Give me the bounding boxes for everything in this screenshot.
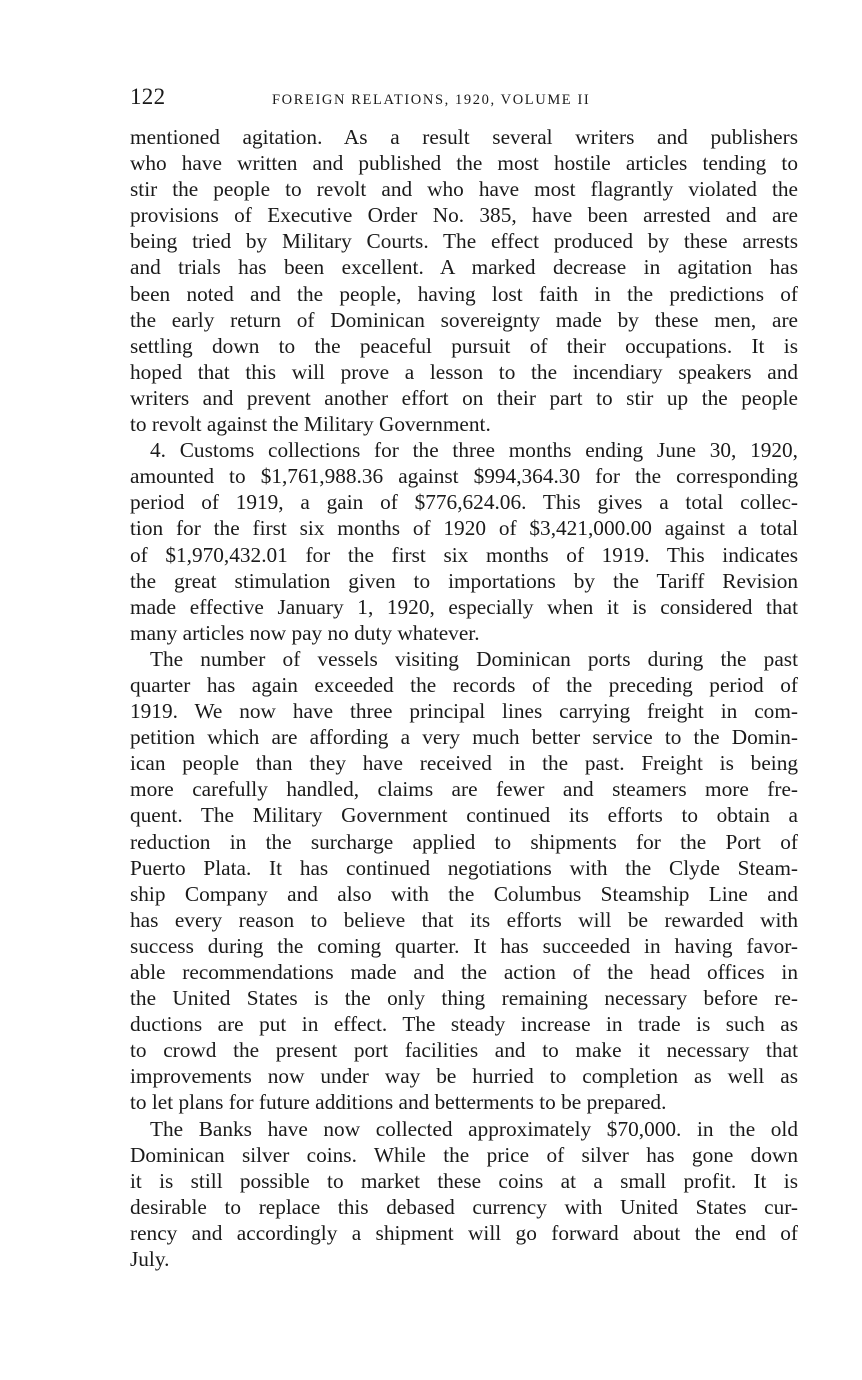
text-line: Dominican silver coins. While the price of silver has gone down: [130, 1142, 798, 1167]
text-line: quent. The Military Government continued its efforts to obtain a: [130, 803, 798, 828]
text-line: more carefully handled, claims are fewer and steamers more fre-: [130, 777, 798, 802]
text-line: the United States is the only thing remaining necessary before re-: [130, 986, 798, 1011]
text-line: able recommendations made and the action of the head offices in: [130, 960, 798, 984]
page-header: [130, 84, 798, 118]
body-text: [130, 124, 798, 1272]
text-line: petition which are affording a very much better service to the Domin-: [130, 725, 798, 750]
text-line: ship Company and also with the Columbus Steamship Line and: [130, 881, 798, 906]
text-line: mentioned agitation. As a result several writers and publishers: [130, 125, 798, 149]
page-number: 122: [130, 84, 166, 109]
text-line: provisions of Executive Order No. 385, have been arrested and are: [130, 203, 798, 228]
paragraph: [130, 646, 798, 1116]
running-head: FOREIGN RELATIONS, 1920, VOLUME II: [272, 92, 591, 108]
text-line: success during the coming quarter. It has succeeded in having favor-: [130, 933, 798, 958]
text-line: who have written and published the most hostile articles tending to: [130, 151, 798, 176]
text-line: The number of vessels visiting Dominican ports during the past: [150, 646, 798, 671]
text-line: to crowd the present port facilities and to make it necessary that: [130, 1038, 798, 1063]
text-line: writers and prevent another effort on their part to stir up the people: [130, 385, 798, 410]
text-line: made effective January 1, 1920, especially when it is considered that: [130, 594, 798, 619]
text-line: been noted and the people, having lost faith in the predictions of: [130, 281, 798, 306]
text-line: amounted to $1,761,988.36 against $994,364.30 for the corresponding: [130, 464, 798, 489]
text-line: Puerto Plata. It has continued negotiations with the Clyde Steam-: [130, 855, 798, 880]
text-line: of $1,970,432.01 for the first six months of 1919. This indicates: [130, 542, 798, 567]
text-line: the early return of Dominican sovereignty made by these men, are: [130, 307, 798, 332]
text-line: reduction in the surcharge applied to shipments for the Port of: [130, 829, 798, 854]
text-line: The Banks have now collected approximately $70,000. in the old: [150, 1116, 798, 1141]
paragraph: [130, 1116, 798, 1273]
text-line: 4. Customs collections for the three months ending June 30, 1920,: [150, 438, 798, 463]
text-line: ican people than they have received in the past. Freight is being: [130, 751, 798, 776]
text-line: to revolt against the Military Government.: [130, 412, 491, 437]
paragraph: [130, 124, 798, 437]
text-line: it is still possible to market these coins at a small profit. It is: [130, 1168, 798, 1193]
text-line: hoped that this will prove a lesson to the incendiary speakers and: [130, 359, 798, 384]
text-line: many articles now pay no duty whatever.: [130, 620, 480, 645]
text-line: rency and accordingly a shipment will go forward about the end of: [130, 1220, 798, 1245]
text-line: 1919. We now have three principal lines carrying freight in com-: [130, 699, 798, 724]
paragraph: [130, 437, 798, 646]
text-line: being tried by Military Courts. The effect produced by these arrests: [130, 229, 798, 254]
text-line: stir the people to revolt and who have most flagrantly violated the: [130, 177, 798, 202]
text-line: July.: [130, 1247, 170, 1272]
text-line: to let plans for future additions and betterments to be prepared.: [130, 1090, 667, 1115]
text-line: improvements now under way be hurried to completion as well as: [130, 1064, 798, 1089]
text-line: the great stimulation given to importations by the Tariff Revision: [130, 568, 798, 593]
text-line: desirable to replace this debased currency with United States cur-: [130, 1194, 798, 1219]
text-line: quarter has again exceeded the records of the preceding period of: [130, 672, 798, 697]
text-line: and trials has been excellent. A marked decrease in agitation has: [130, 255, 798, 280]
text-line: period of 1919, a gain of $776,624.06. This gives a total collec-: [130, 490, 798, 515]
text-line: ductions are put in effect. The steady increase in trade is such as: [130, 1012, 798, 1037]
document-page: [130, 84, 798, 1272]
text-line: settling down to the peaceful pursuit of their occupations. It is: [130, 333, 798, 358]
text-line: has every reason to believe that its efforts will be rewarded with: [130, 907, 798, 932]
text-line: tion for the first six months of 1920 of $3,421,000.00 against a total: [130, 516, 798, 541]
